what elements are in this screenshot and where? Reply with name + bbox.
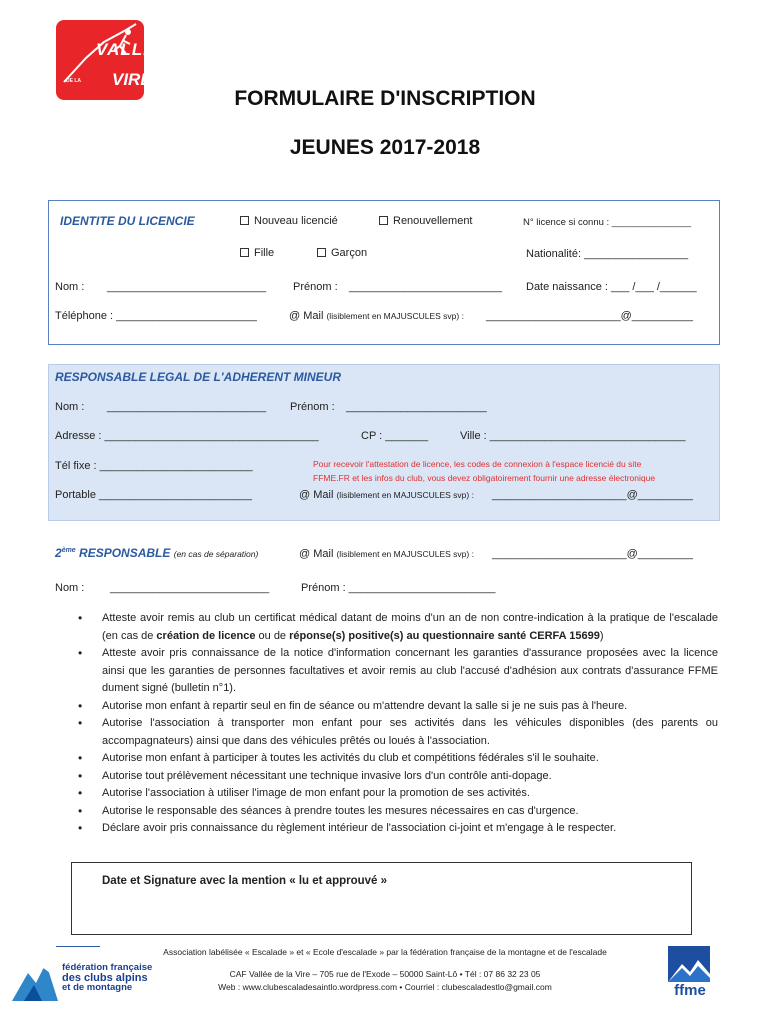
resp-nom-field[interactable]: __________________________ [107, 401, 267, 413]
resp-prenom-field[interactable]: _______________________ [346, 401, 487, 413]
checkbox[interactable] [240, 248, 249, 257]
list-item: • Autorise l'association à utiliser l'image de mon enfant pour la promotion de ses activités. [78, 785, 718, 803]
prenom-field[interactable]: _________________________ [349, 281, 502, 293]
second-nom-field[interactable]: __________________________ [110, 582, 270, 594]
responsable-heading: RESPONSABLE LEGAL DE L'ADHERENT MINEUR [55, 370, 341, 384]
second-responsable-heading: 2ème RESPONSABLE (en cas de séparation) [55, 546, 259, 560]
list-item: • Autorise le responsable des séances à prendre toutes les mesures nécessaires en cas d'urgence. [78, 803, 718, 821]
resp-nom-label: Nom : [55, 401, 85, 413]
nom-label: Nom : [55, 281, 85, 293]
girl-option[interactable]: Fille [240, 247, 274, 259]
second-mail-label: @ Mail (lisiblement en MAJUSCULES svp) : [299, 548, 474, 560]
second-mail-field[interactable]: ______________________@_________ [492, 548, 693, 560]
license-number-field[interactable]: N° licence si connu : _______________ [523, 217, 692, 228]
ffme-text: ffme [674, 982, 706, 999]
list-item: • Autorise l'association à transporter mon enfant pour ses activités dans les véhicules disponibles (des parents ou accompagnateurs) ainsi que dans des véhicules prêtés ou loués à l'association. [78, 715, 718, 750]
signature-label: Date et Signature avec la mention « lu et approuvé » [102, 875, 388, 887]
new-license-option[interactable]: Nouveau licencié [240, 215, 338, 227]
list-item: • Autorise mon enfant à repartir seul en fin de séance ou m'attendre devant la salle si je ne suis pas à l'heure. [78, 698, 718, 716]
mail-field[interactable]: ______________________@__________ [486, 310, 693, 322]
birth-date-field[interactable]: Date naissance : ___ /___ /______ [526, 281, 697, 293]
list-item: • Atteste avoir pris connaissance de la notice d'information concernant les garanties d'assurance proposées avec la licence ainsi que les garanties de personnes facultatives et avoir remis au club l'accusé d'adhésion aux contrats d'assurance FFME dument signé (bulletin n°1). [78, 645, 718, 698]
renewal-option[interactable]: Renouvellement [379, 215, 473, 227]
second-prenom-field[interactable]: Prénom : ________________________ [301, 582, 496, 594]
footer-address: CAF Vallée de la Vire – 705 rue de l'Exode – 50000 Saint-Lô • Tél : 07 86 32 23 05 [229, 969, 541, 979]
resp-tel-field[interactable]: Tél fixe : _________________________ [55, 460, 253, 472]
ffme-logo [664, 944, 716, 1002]
ffcam-text-1: fédération française [62, 962, 153, 973]
signature-box[interactable] [71, 862, 692, 935]
boy-option[interactable]: Garçon [317, 247, 367, 259]
resp-prenom-label: Prénom : [290, 401, 335, 413]
list-item: • Autorise mon enfant à participer à toutes les activités du club et compétitions fédérales s'il le souhaite. [78, 750, 718, 768]
nom-field[interactable]: __________________________ [107, 281, 267, 293]
footer-label: Association labélisée « Escalade » et « Ecole d'escalade » par la fédération française de la montagne et de l'escalade [163, 947, 607, 957]
email-notice-2: FFME.FR et les infos du club, vous devez obligatoirement fournir une adresse électronique [313, 473, 656, 483]
checkbox[interactable] [240, 216, 249, 225]
phone-field[interactable]: Téléphone : _______________________ [55, 310, 257, 322]
resp-city-field[interactable]: Ville : ________________________________ [460, 430, 686, 442]
logo-text-vallee: VALLÉE [96, 40, 168, 59]
resp-cp-field[interactable]: CP : _______ [361, 430, 429, 442]
ffcam-text-2: des clubs alpins [62, 972, 148, 984]
prenom-label: Prénom : [293, 281, 338, 293]
ffcam-logo [10, 955, 160, 1003]
form-title: FORMULAIRE D'INSCRIPTION [234, 87, 536, 110]
second-nom-label: Nom : [55, 582, 85, 594]
list-item: • Autorise tout prélèvement nécessitant une technique invasive lors d'un contrôle anti-dopage. [78, 768, 718, 786]
mail-field-label: @ Mail (lisiblement en MAJUSCULES svp) : [289, 310, 464, 322]
footer-web: Web : www.clubescaladesaintlo.wordpress.com • Courriel : clubescaladestlo@gmail.com [218, 982, 552, 992]
email-notice-1: Pour recevoir l'attestation de licence, les codes de connexion à l'espace licencié du site [313, 459, 642, 469]
logo-text-vire: VIRE [112, 70, 152, 89]
ffme-mountain-icon [664, 944, 716, 984]
identite-heading: IDENTITE DU LICENCIE [60, 214, 195, 228]
ffcam-text-3: et de montagne [62, 982, 133, 993]
resp-mobile-field[interactable]: Portable _________________________ [55, 489, 252, 501]
resp-mail-label: @ Mail (lisiblement en MAJUSCULES svp) : [299, 489, 474, 501]
list-item: • Déclare avoir pris connaissance du règlement intérieur de l'association ci-joint et m'engage à le respecter. [78, 820, 718, 838]
checkbox[interactable] [379, 216, 388, 225]
logo-text-de-la: DE LA [66, 78, 81, 84]
mountain-icon [10, 957, 60, 1003]
resp-mail-field[interactable]: ______________________@_________ [492, 489, 693, 501]
consent-list [78, 610, 718, 838]
checkbox[interactable] [317, 248, 326, 257]
nationality-field[interactable]: Nationalité: _________________ [526, 248, 689, 260]
form-subtitle: JEUNES 2017-2018 [289, 136, 481, 159]
list-item: • Atteste avoir remis au club un certificat médical datant de moins d'un an de non contre-indication à la pratique de l'escalade (en cas de création de licence ou de réponse(s) positive(s) au questionnaire santé CERFA 15699) [78, 610, 718, 645]
resp-address-field[interactable]: Adresse : ___________________________________ [55, 430, 319, 442]
